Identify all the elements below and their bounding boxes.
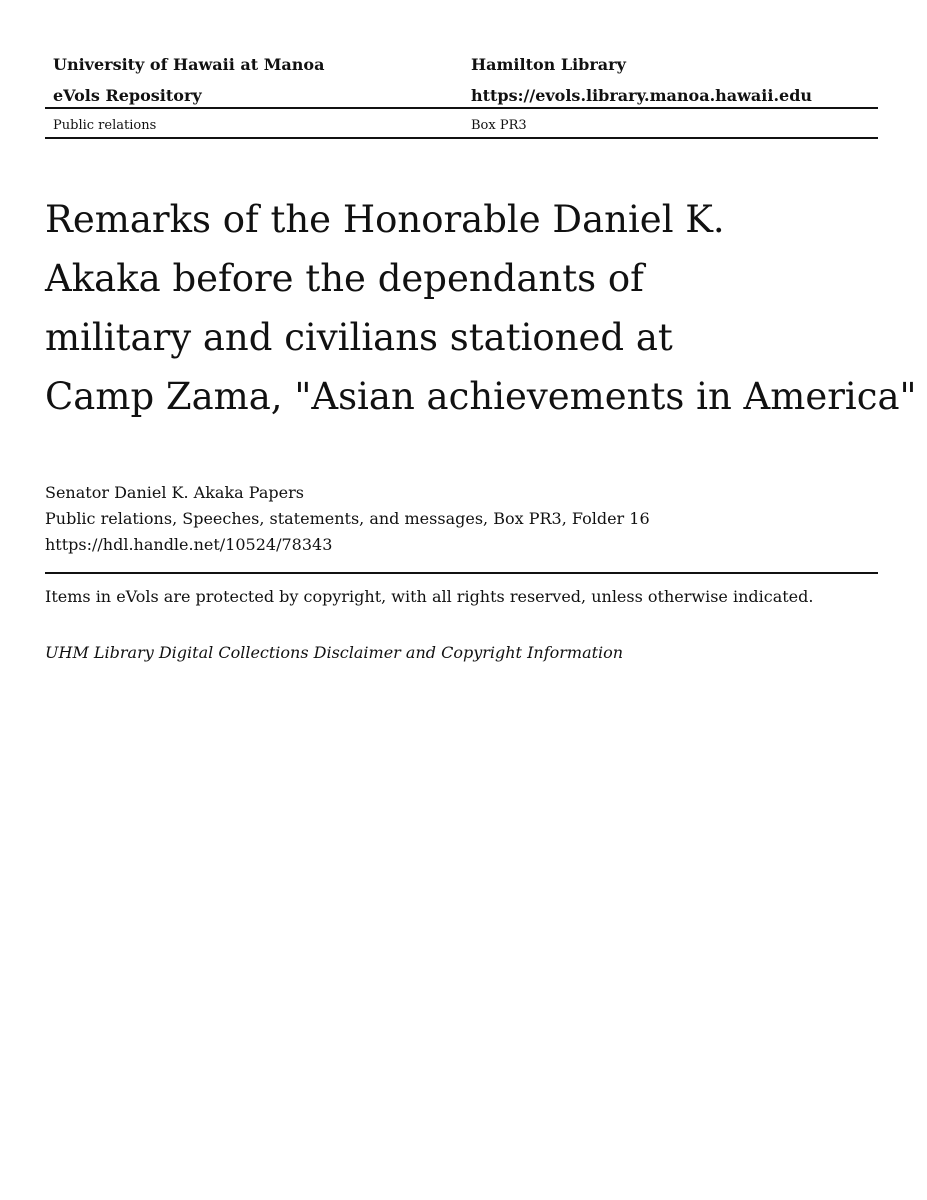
repository-url-link[interactable]: https://evols.library.manoa.hawaii.edu [471,86,813,105]
series-label: Public relations [53,118,157,133]
metadata-block [45,480,650,558]
title-line: military and civilians stationed at [45,316,673,359]
header-divider-top [45,107,878,109]
title-line: Remarks of the Honorable Daniel K. [45,198,725,241]
series-path: Public relations, Speeches, statements, and messages, Box PR3, Folder 16 [45,509,650,528]
disclaimer-link[interactable]: UHM Library Digital Collections Disclaimer and Copyright Information [45,643,624,662]
header-divider-bottom [45,137,878,139]
document-title [45,190,915,426]
title-line: Camp Zama, "Asian achievements in America" [45,375,917,418]
box-label: Box PR3 [471,118,527,133]
handle-link[interactable]: https://hdl.handle.net/10524/78343 [45,535,333,554]
collection-name: Senator Daniel K. Akaka Papers [45,483,304,502]
title-line: Akaka before the dependants of [45,257,644,300]
rights-statement: Items in eVols are protected by copyright, with all rights reserved, unless otherwise indicated. [45,587,814,606]
library-name: Hamilton Library [471,55,626,74]
repository-name: eVols Repository [53,86,202,105]
content-divider [45,572,878,574]
institution-name: University of Hawaii at Manoa [53,55,325,74]
